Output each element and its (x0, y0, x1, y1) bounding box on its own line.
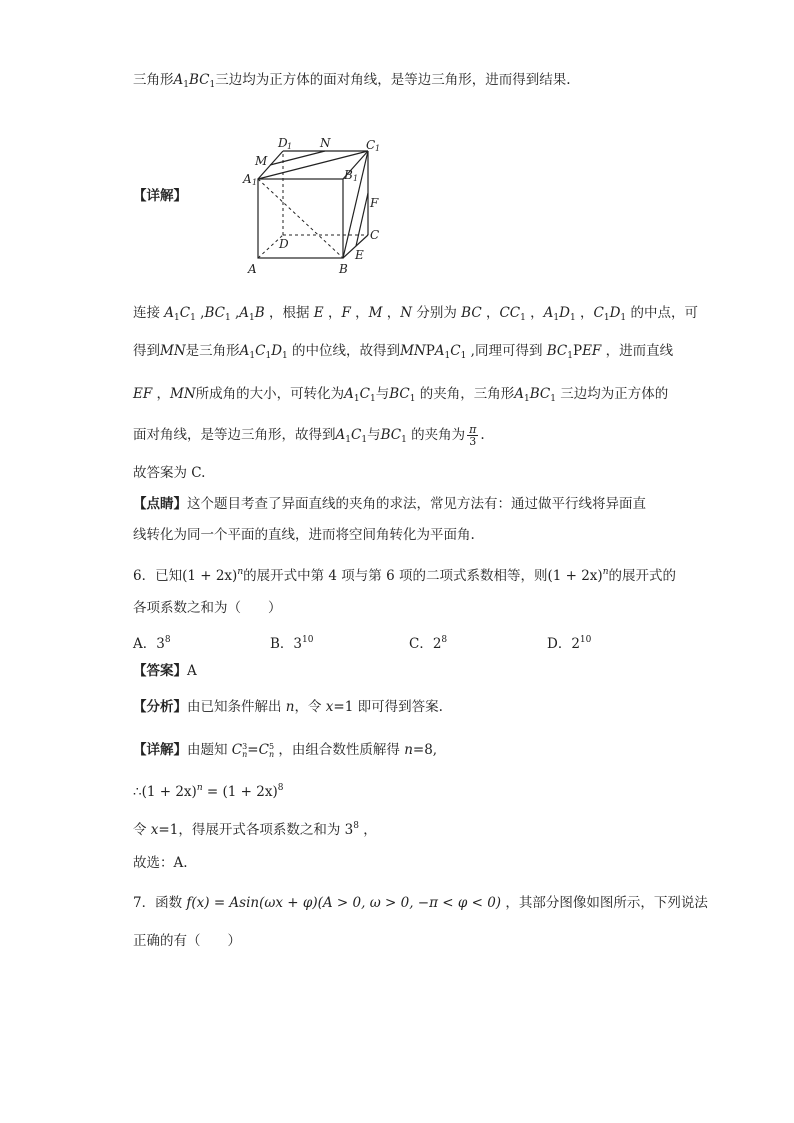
text: 7．函数 (133, 895, 187, 911)
superscript: n (237, 567, 244, 577)
label-sub: 1 (287, 142, 293, 151)
math-expr: f(x) = Asin(ωx + φ)(A > 0, ω > 0, −π < φ < 0) (186, 895, 502, 911)
label-sub: 1 (353, 174, 359, 183)
math-var: x (325, 699, 334, 715)
text: 这个题目考查了异面直线的夹角的求法，常见方法有：通过做平行线将异面直 (187, 496, 646, 512)
math-var: D (559, 305, 570, 321)
option-d[interactable] (547, 630, 591, 654)
math-var: C (255, 343, 266, 359)
numerator: π (469, 423, 477, 436)
denominator: 3 (469, 435, 477, 448)
para-line-4: 面对角线，是等边三角形，故得到$A_1C_1$与$BC_1$ 的夹角为 $\frac{\pi}{3}$ . (133, 423, 485, 448)
math-var: MN (400, 343, 426, 359)
q7-line-2: 正确的有（ ） (133, 933, 241, 949)
text: 三边均为正方体的 (556, 386, 669, 402)
math-var: D (271, 343, 283, 359)
text: 的展开式中第 4 项与第 6 项的二项式系数相等，则 (243, 568, 548, 584)
text: ， (575, 305, 594, 321)
segment-EF (356, 193, 368, 246)
text: 由已知条件解出 (187, 699, 286, 715)
subscript: n (268, 749, 275, 759)
superscript: 10 (302, 635, 314, 645)
q6-answer (133, 661, 673, 681)
text: 是三角形 (185, 343, 240, 359)
math-var: A (434, 343, 445, 359)
math-var: A (514, 386, 525, 402)
math-var: A (335, 427, 346, 443)
subscript: 1 (209, 80, 216, 90)
text: 所成角的大小，可转化为 (195, 386, 345, 402)
math-var: MN (160, 343, 186, 359)
superscript: 5 (268, 741, 275, 751)
math-var: CC (499, 305, 521, 321)
option-text: C．2 (409, 636, 442, 652)
math-var: A (239, 343, 250, 359)
text: 的夹角，三角形 (415, 386, 515, 402)
detail-tag: 【详解】 (133, 188, 187, 204)
math-var: C (231, 742, 243, 758)
superscript: 8 (164, 635, 171, 645)
para-line-1: 连接 $A_1C_1$ $,BC_1$ $,A_1B$ ，根据 E ，F ，M ，N 分别为 BC ，$CC_1$ ，$A_1D_1$ ，$C_1D_1$ 的中点，可 (133, 305, 698, 323)
superscript: 8 (353, 821, 359, 831)
label-B: B (339, 262, 348, 276)
para-line-3: EF ，MN所成角的大小，可转化为$A_1C_1$与$BC_1$ 的夹角，三角形$A_1BC_1$ 三边均为正方体的 (133, 386, 669, 404)
math-expr: (1 + 2x) (182, 568, 238, 584)
math-var: BC (546, 343, 568, 359)
math-var: C (359, 386, 370, 402)
math-var: C (350, 427, 362, 443)
label-C1: C (366, 138, 376, 152)
text: =1，得展开式各项系数之和为 (158, 822, 345, 838)
option-text: B．3 (270, 636, 303, 652)
text: P (572, 343, 583, 359)
math-var: A (344, 386, 354, 402)
text: . (480, 427, 485, 443)
answer-tag: 【答案】 (133, 663, 187, 679)
math-var: A (543, 305, 554, 321)
math-var: C (179, 305, 191, 321)
text: ，进而直线 (601, 343, 674, 359)
math-var: A (239, 305, 250, 321)
comment-line-1 (133, 494, 673, 514)
q6-detail (133, 740, 673, 760)
subscript: n (242, 749, 248, 759)
math-var: A (164, 305, 175, 321)
math-var: BC (188, 72, 210, 88)
text: ， (152, 386, 171, 402)
math-var: C (258, 742, 269, 758)
math-expr: (1 + 2x) (141, 784, 197, 800)
label-C: C (370, 228, 380, 242)
label-D1: D (278, 136, 288, 150)
label-D: D (279, 237, 289, 251)
math-expr: (1 + 2x) (547, 568, 603, 584)
math-var: BC (204, 305, 225, 321)
text: P (425, 343, 435, 359)
intro-text: 三边均为正方体的面对角线，是等边三角形，进而得到结果. (215, 72, 571, 88)
math-var: N (400, 305, 413, 321)
label-N: N (320, 136, 331, 150)
label-A1: A (243, 172, 252, 186)
intro-line (133, 70, 673, 95)
text: 令 (133, 822, 151, 838)
segment-MN (270, 151, 325, 165)
superscript: n (196, 783, 203, 793)
q6-analysis (133, 697, 673, 717)
text: 与 (375, 386, 390, 402)
text: 与 (367, 427, 381, 443)
option-a[interactable] (133, 630, 171, 654)
text: ， (525, 305, 544, 321)
q6-line-1 (133, 562, 676, 586)
text: 面对角线，是等边三角形，故得到 (133, 427, 336, 443)
label-sub: 1 (252, 178, 258, 187)
option-c[interactable] (409, 630, 447, 654)
intro-text: 三角形 (133, 72, 174, 88)
math-var: C (450, 343, 461, 359)
math-var: B (254, 305, 265, 321)
q7-line-1 (133, 893, 708, 913)
math-var: x (150, 822, 159, 838)
text: ， (382, 305, 401, 321)
math-var: BC (380, 427, 402, 443)
math-var: EF (582, 343, 602, 359)
answer-line: 故答案为 C. (133, 465, 206, 481)
math-var: E (313, 305, 324, 321)
q6-line-2: 各项系数之和为（ ） (133, 600, 282, 616)
superscript: n (602, 567, 609, 577)
superscript: 10 (579, 635, 592, 645)
comment-line-2: 线转化为同一个平面的直线，进而将空间角转化为平面角. (133, 527, 475, 543)
text: ， (358, 822, 377, 838)
text: 3 (344, 822, 354, 838)
text: =8, (412, 742, 438, 758)
math-var: M (368, 305, 383, 321)
math-var: BC (529, 386, 551, 402)
text: ， (323, 305, 342, 321)
para-line-2: 得到MN是三角形$A_1C_1D_1$ 的中位线，故得到$MNPA_1C_1$ ,同理可得到 $BC_1PEF$ ，进而直线 (133, 343, 674, 361)
text: =1 即可得到答案. (333, 699, 443, 715)
q6-detail-line-4: 故选：A. (133, 855, 188, 871)
text: 的展开式的 (608, 568, 676, 584)
q6-detail-line-3 (133, 816, 673, 840)
text: 的中点，可 (626, 305, 698, 321)
math-var: BC (389, 386, 410, 402)
text: , (230, 305, 240, 321)
text: ， (481, 305, 500, 321)
text: 6．已知 (133, 568, 183, 584)
label-A: A (248, 262, 257, 276)
diag-A1B (258, 179, 343, 258)
q6-detail-line-2 (133, 778, 673, 802)
analysis-tag: 【分析】 (133, 699, 187, 715)
superscript: 8 (277, 783, 284, 793)
text: ，其部分图像如图所示，下列说法 (501, 895, 708, 911)
text: ∴ (133, 784, 142, 800)
text: ， (350, 305, 369, 321)
math-var: n (404, 742, 413, 758)
comment-tag: 【点睛】 (133, 496, 187, 512)
superscript: 3 (242, 741, 248, 751)
math-var: n (285, 699, 295, 715)
text: A (187, 663, 197, 679)
math-var: A (173, 72, 184, 88)
superscript: 8 (441, 635, 448, 645)
option-text: D．2 (547, 636, 580, 652)
text: ，根据 (264, 305, 314, 321)
math-var: C (593, 305, 604, 321)
text: , (195, 305, 205, 321)
text: ，令 (294, 699, 326, 715)
label-M: M (255, 154, 268, 168)
label-E: E (355, 248, 364, 262)
math-var: MN (170, 386, 196, 402)
text: = (202, 784, 223, 800)
text: ,同理可得到 (466, 343, 547, 359)
text: 得到 (133, 343, 160, 359)
text: 连接 (133, 305, 165, 321)
math-var: EF (133, 386, 153, 402)
fraction-pi-3 (467, 424, 478, 447)
math-var: F (341, 305, 351, 321)
option-b[interactable] (270, 630, 313, 654)
math-var: BC (461, 305, 482, 321)
option-text: A．3 (133, 636, 165, 652)
math-expr: (1 + 2x) (222, 784, 278, 800)
text: = (247, 742, 259, 758)
detail-tag: 【详解】 (133, 742, 187, 758)
label-F: F (370, 196, 379, 210)
text: 由题知 (187, 742, 232, 758)
text: 的中位线，故得到 (287, 343, 401, 359)
text: 的夹角为 (406, 427, 466, 443)
cube-figure (238, 135, 398, 285)
subscript: 1 (183, 80, 189, 90)
cube-diagram (238, 135, 398, 285)
text: 分别为 (412, 305, 462, 321)
label-sub: 1 (375, 144, 381, 153)
text: ，由组合数性质解得 (274, 742, 405, 758)
math-var: D (609, 305, 621, 321)
label-B1: B (344, 168, 353, 182)
